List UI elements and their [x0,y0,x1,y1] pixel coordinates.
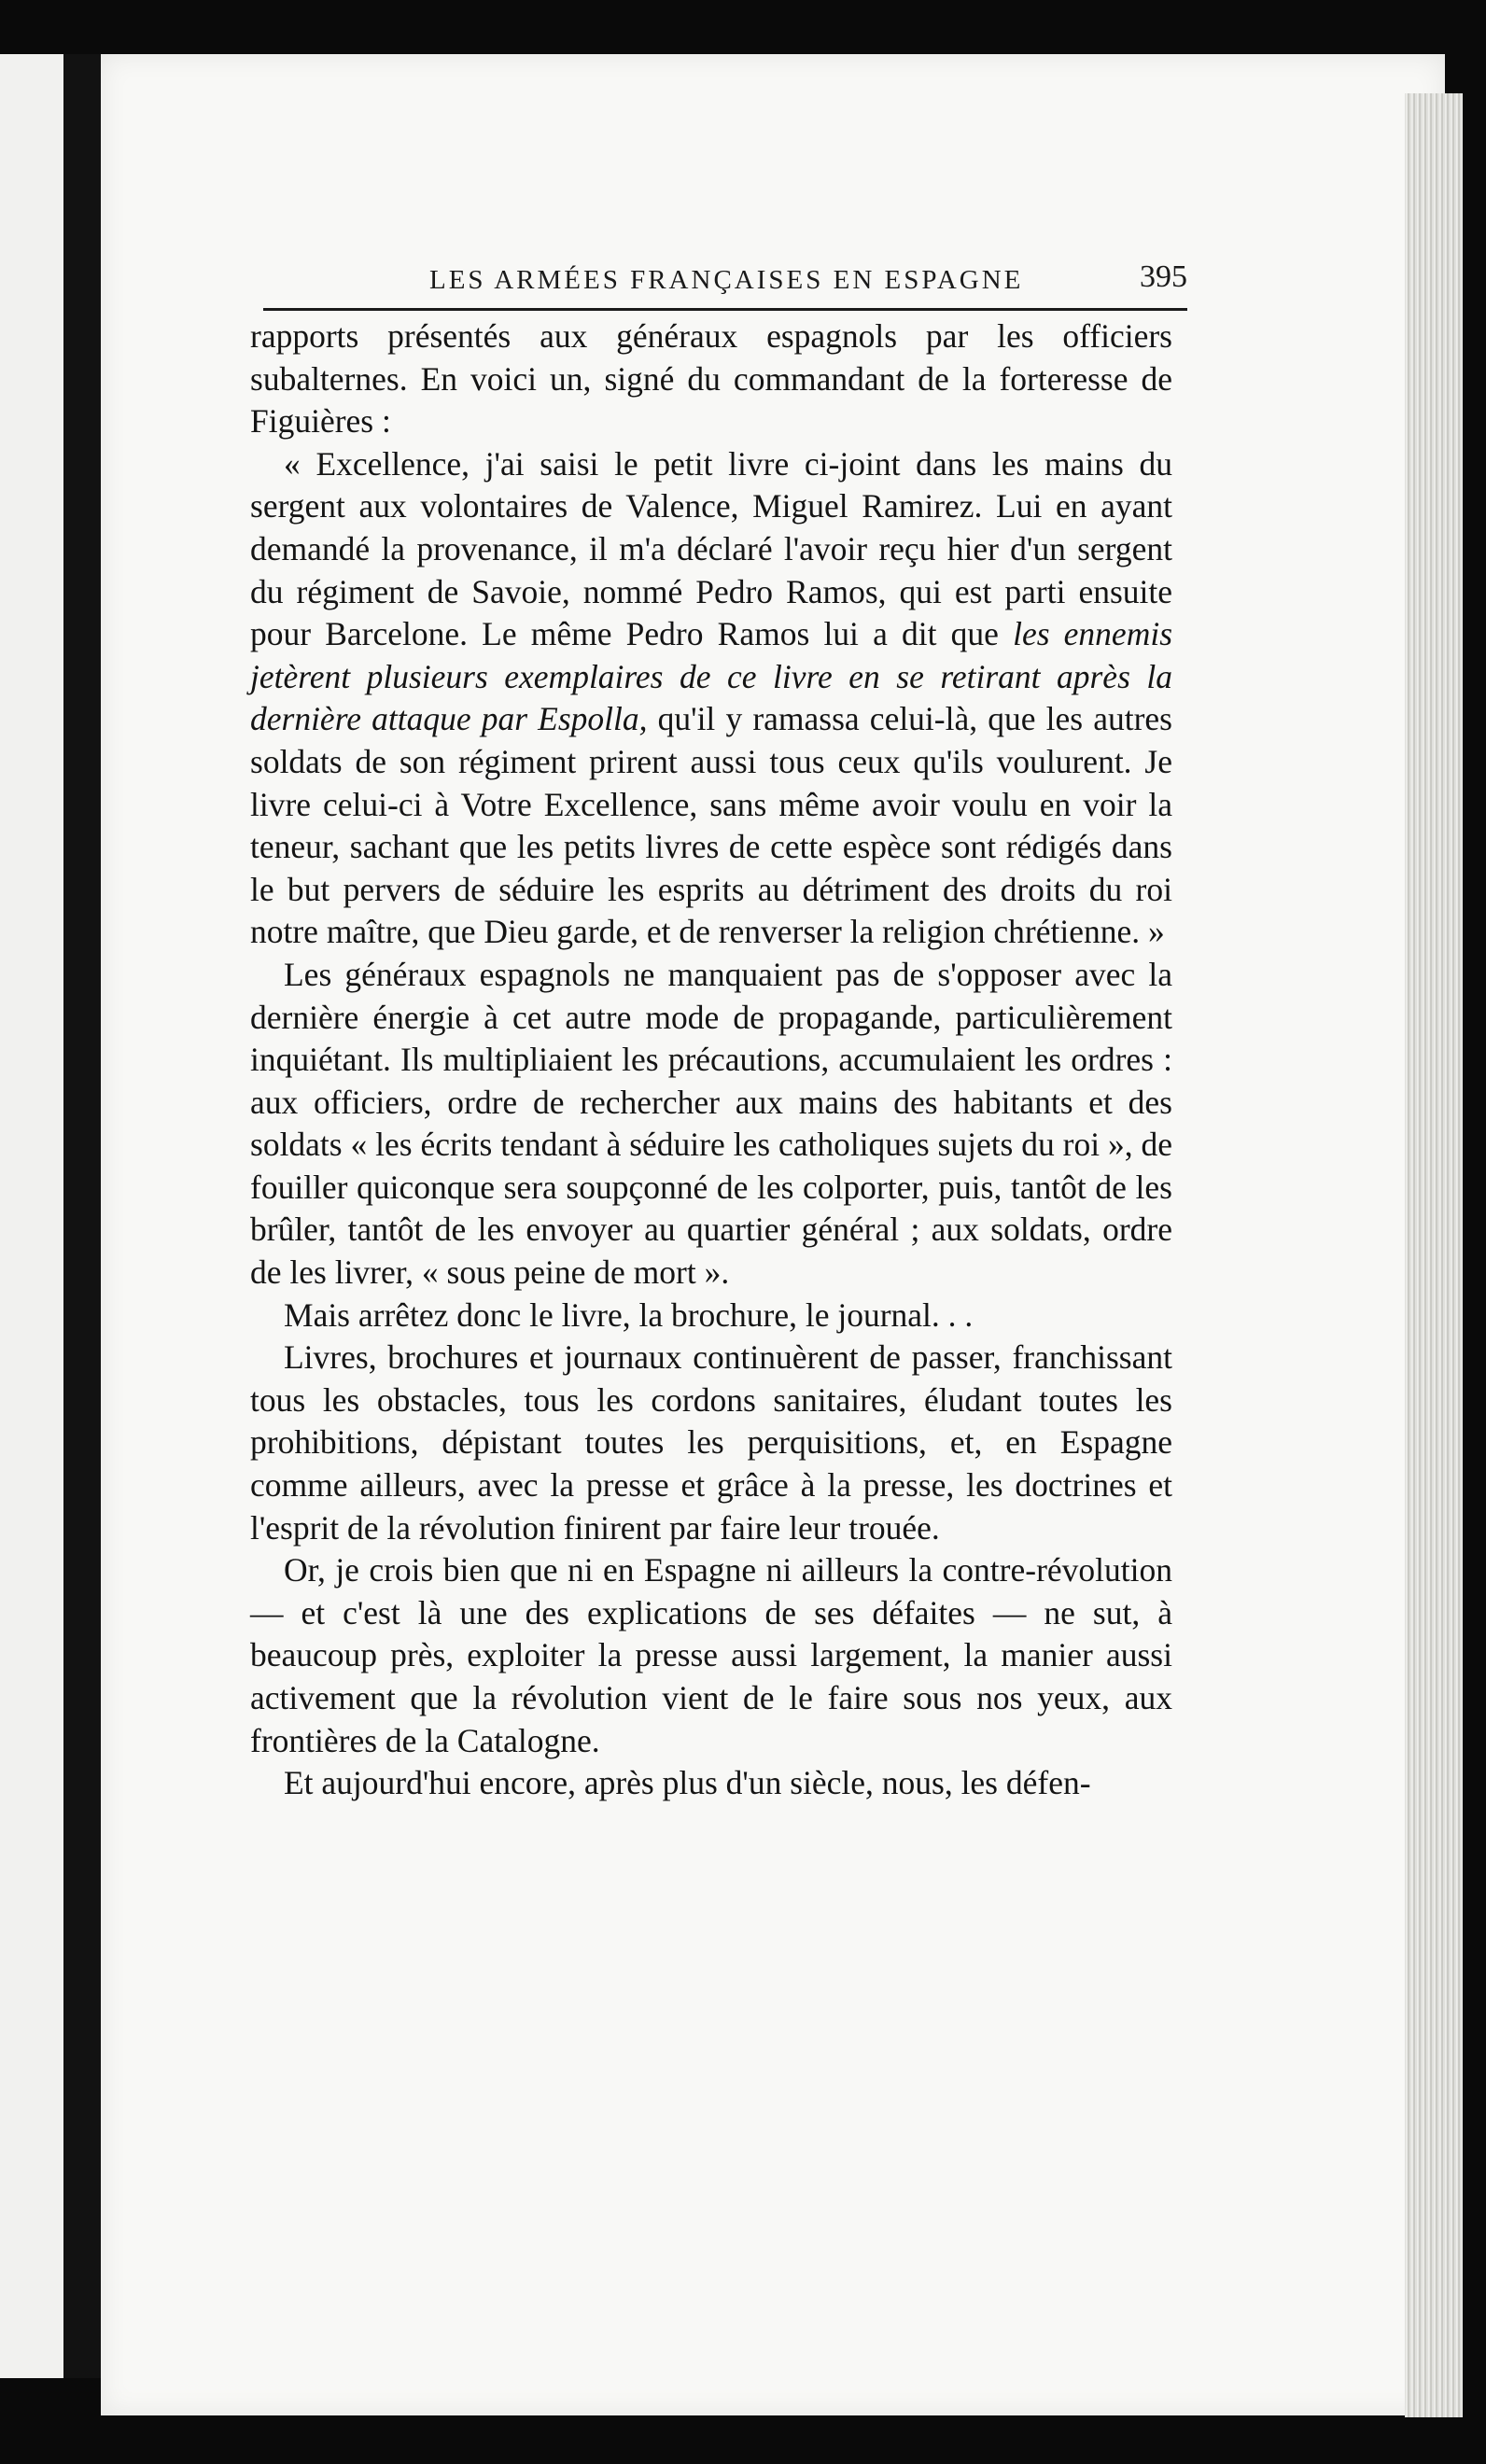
book-spine-gutter [63,54,105,2378]
paragraph-2-quote [250,443,1172,954]
quote-text-a: « Excellence, j'ai saisi le petit livre ci-joint dans les mains du sergent aux volontaires de Valence, Miguel Ramirez. Lui en ayant demandé la provenance, il m'a déclaré l'avoir reçu hier d'un sergent du régiment de Savoie, nommé Pedro Ramos, qui est parti ensuite pour Barcelone. Le même Pedro Ramos lui a dit que [250,444,1172,653]
body-text [250,315,1172,1805]
paragraph-7: Et aujourd'hui encore, après plus d'un siècle, nous, les défen- [284,1764,1091,1802]
header-rule [263,308,1187,311]
quote-text-b: qu'il y ramassa celui-là, que les autres soldats de son régiment prirent aussi tous ceux qu'ils voulurent. Je livre celui-ci à Votre Excellence, sans même avoir voulu en voir la teneur, sachant que les petits livres de cette espèce sont rédigés dans le but pervers de séduire les esprits au détriment des droits du roi notre maître, que Dieu garde, et de renverser la religion chrétienne. » [250,700,1172,951]
paragraph-4: Mais arrêtez donc le livre, la brochure, le journal. . . [284,1295,974,1334]
page-header [263,256,1187,302]
paragraph-1: rapports présentés aux généraux espagnols par les officiers subalternes. En voici un, signé du commandant de la forteresse de Figuières : [250,317,1172,441]
paragraph-6: Or, je crois bien que ni en Espagne ni ailleurs la contre-révolution — et c'est là une des explications de ses défaites — ne sut, à beaucoup près, exploiter la presse aussi largement, la manier aussi activement que la révolution vient de le faire sous nos yeux, aux frontières de la Catalogne. [250,1551,1172,1759]
paragraph-5: Livres, brochures et journaux continuèrent de passer, franchissant tous les obstacles, tous les cordons sanitaires, éludant toutes les prohibitions, dépistant toutes les perquisitions, et, en Espagne comme ailleurs, avec la presse et grâce à la presse, les doctrines et l'esprit de la révolution finirent par faire leur trouée. [250,1338,1172,1547]
quote-italic-text: les ennemis jetèrent plusieurs exemplaires de ce livre en se retirant après la dernière attaque par Espolla, [250,615,1173,738]
page-number: 395 [1140,259,1187,294]
left-page-edge [0,54,67,2378]
paragraph-3: Les généraux espagnols ne manquaient pas de s'opposer avec la dernière énergie à cet autre mode de propagande, particulièrement inquiétant. Ils multipliaient les précautions, accumulaient les ordres : aux officiers, ordre de rechercher aux mains des habitants et des soldats « les écrits tendant à séduire les catholiques sujets du roi », de fouiller quiconque sera soupçonné de les colporter, puis, tantôt de les brûler, tantôt de les envoyer au quartier général ; aux soldats, ordre de les livrer, « sous peine de mort ». [250,955,1172,1292]
running-title: LES ARMÉES FRANÇAISES EN ESPAGNE [429,265,1024,295]
page-stack-edge [1405,93,1463,2417]
